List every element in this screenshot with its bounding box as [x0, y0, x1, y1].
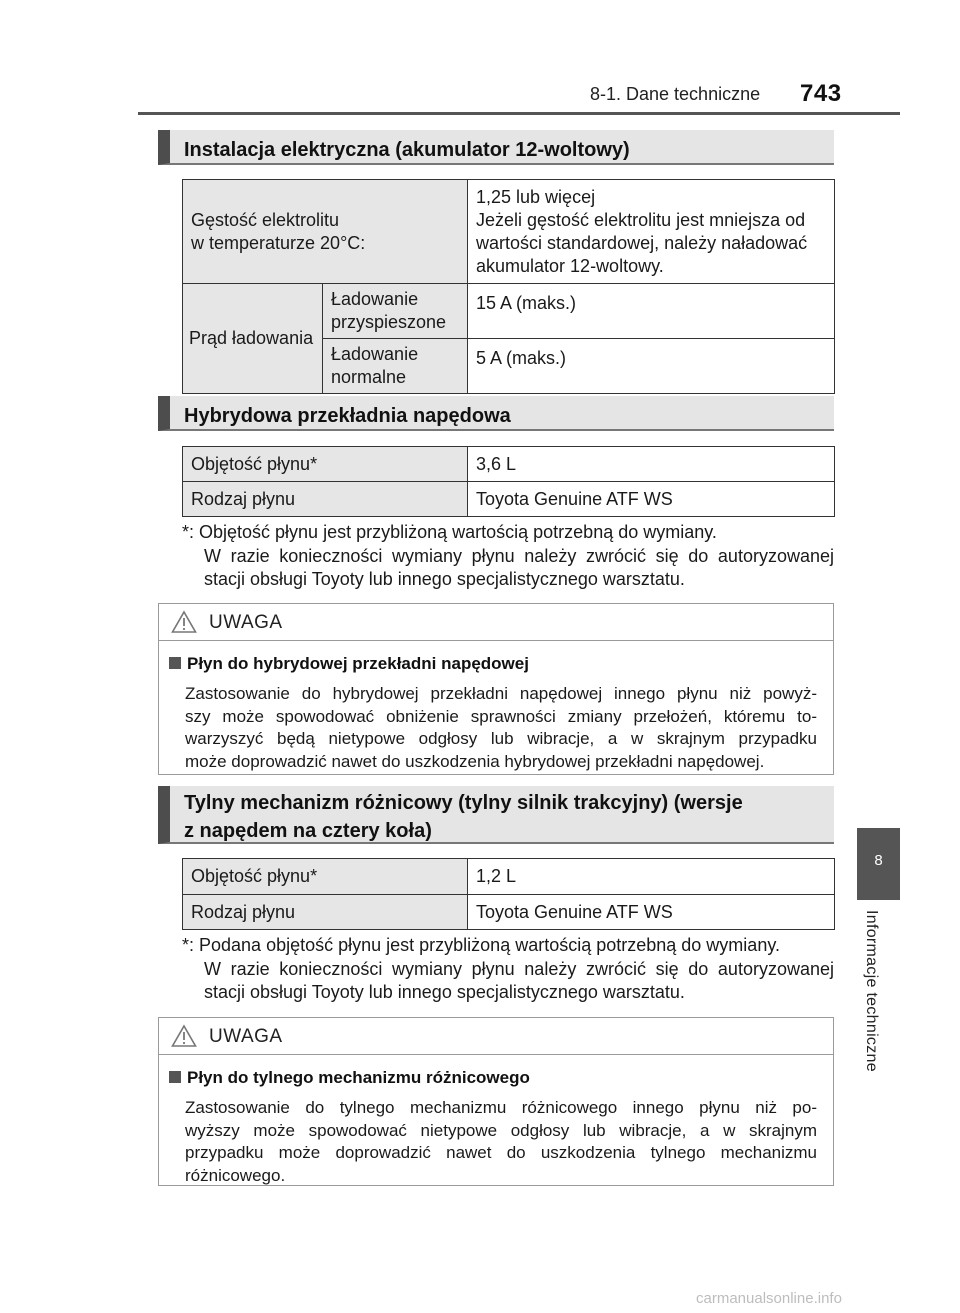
- caution-title: UWAGA: [209, 1026, 283, 1047]
- section-heading-transmission: [158, 396, 834, 431]
- warning-triangle-icon: [171, 1024, 197, 1048]
- chapter-number: 8: [874, 852, 883, 869]
- caution-line: wyższy może spowodować nietypowe odgłosy lub wibracje, a w skrajnym: [185, 1120, 817, 1140]
- caution-body: [159, 1055, 833, 1199]
- caution-header: [159, 1018, 833, 1055]
- normal-label-line: Ładowanie: [331, 344, 419, 364]
- fluid-volume-value: 1,2 L: [468, 859, 835, 895]
- caution-line: szy może spowodować obniżenie sprawności zmiany przełożeń, któremu to-: [185, 706, 817, 726]
- electrical-spec-table: [182, 179, 835, 394]
- square-bullet-icon: [169, 1071, 181, 1083]
- fluid-type-label: Rodzaj płynu: [183, 482, 468, 517]
- table-row: [183, 447, 835, 482]
- caution-box: [158, 603, 834, 775]
- caution-box: [158, 1017, 834, 1186]
- normal-charging-label: [323, 339, 468, 394]
- caution-line: Zastosowanie do tylnego mechanizmu różnicowego innego płynu niż po-: [185, 1098, 817, 1117]
- fluid-volume-value: 3,6 L: [468, 447, 835, 482]
- caution-subtitle: [169, 653, 817, 675]
- section-title: 8-1. Dane techniczne: [590, 84, 761, 104]
- fast-label-line: przyspieszone: [331, 312, 447, 332]
- caution-line: Zastosowanie do hybrydowej przekładni napędowej innego płynu niż powyż-: [185, 684, 817, 703]
- square-bullet-icon: [169, 657, 181, 669]
- footnote-line: stacji obsługi Toyoty lub innego specjalistycznego warsztatu.: [204, 569, 685, 589]
- fluid-type-value: Toyota Genuine ATF WS: [468, 482, 835, 517]
- section-heading-text: Instalacja elektryczna (akumulator 12-woltowy): [184, 139, 630, 161]
- density-label-line: w temperaturze 20°C:: [191, 232, 366, 253]
- density-value-cell: [468, 180, 835, 284]
- caution-header: [159, 604, 833, 641]
- page-number: 743: [800, 80, 842, 107]
- section-heading-text: Tylny mechanizm różnicowy (tylny silnik trakcyjny) (wersje: [184, 792, 743, 814]
- caution-line: warzyszyć będą nietypowe odgłosy lub wibracje, a w skrajnym przypadku: [185, 729, 817, 748]
- normal-label-line: normalne: [331, 367, 407, 387]
- chapter-label-text: Informacje techniczne: [863, 910, 880, 1072]
- rear-differential-spec-table: [182, 858, 835, 930]
- density-label-cell: [183, 180, 468, 284]
- density-label-line: Gęstość elektrolitu: [191, 209, 340, 230]
- header-rule: [138, 112, 900, 115]
- section-heading-rear-differential: [158, 786, 834, 844]
- caution-line: różnicowego.: [185, 1165, 286, 1185]
- footnote-line: *: Objętość płynu jest przybliżoną wartością potrzebną do wymiany.: [182, 522, 717, 542]
- footnote-line: stacji obsługi Toyoty lub innego specjalistycznego warsztatu.: [204, 982, 685, 1002]
- table-row: [183, 895, 835, 930]
- section-heading-text: z napędem na cztery koła): [184, 820, 432, 842]
- fluid-type-value: Toyota Genuine ATF WS: [468, 895, 835, 930]
- density-value-line: Jeżeli gęstość elektrolitu jest mniejsza od: [476, 209, 806, 230]
- fluid-type-label: Rodzaj płynu: [183, 895, 468, 930]
- transmission-spec-table: [182, 446, 835, 517]
- footnote: [182, 934, 834, 1005]
- caution-line: przypadku może doprowadzić nawet do uszkodzenia tylnego mechanizmu: [185, 1143, 817, 1162]
- table-row: [183, 180, 835, 284]
- normal-charging-value: 5 A (maks.): [468, 339, 835, 394]
- watermark: carmanualsonline.info: [696, 1290, 842, 1307]
- footnote-line: *: Podana objętość płynu jest przybliżoną wartością potrzebną do wymiany.: [182, 935, 780, 955]
- footnote: [182, 521, 834, 592]
- density-value-line: wartości standardowej, należy naładować: [476, 232, 808, 253]
- caution-text: [169, 683, 817, 773]
- caution-body: [159, 641, 833, 785]
- section-heading-electrical: [158, 130, 834, 165]
- caution-title: UWAGA: [209, 612, 283, 633]
- caution-text: [169, 1097, 817, 1187]
- charging-current-label: Prąd ładowania: [183, 284, 323, 394]
- fast-label-line: Ładowanie: [331, 289, 419, 309]
- caution-subtitle-text: Płyn do tylnego mechanizmu różnicowego: [187, 1068, 530, 1087]
- fluid-volume-label: Objętość płynu*: [183, 447, 468, 482]
- caution-subtitle-text: Płyn do hybrydowej przekładni napędowej: [187, 654, 529, 673]
- section-heading-text: Hybrydowa przekładnia napędowa: [184, 405, 511, 427]
- warning-triangle-icon: [171, 610, 197, 634]
- fast-charging-label: [323, 284, 468, 339]
- table-row: [183, 482, 835, 517]
- fast-charging-value: 15 A (maks.): [468, 284, 835, 339]
- density-value-line: 1,25 lub więcej: [476, 186, 596, 207]
- footnote-line: W razie konieczności wymiany płynu należy zwrócić się do autoryzowanej: [204, 545, 834, 566]
- chapter-label: [862, 910, 892, 1140]
- density-value-line: akumulator 12-woltowy.: [476, 255, 664, 276]
- fluid-volume-label: Objętość płynu*: [183, 859, 468, 895]
- footnote-line: W razie konieczności wymiany płynu należy zwrócić się do autoryzowanej: [204, 958, 834, 979]
- table-row: [183, 284, 835, 339]
- caution-line: może doprowadzić nawet do uszkodzenia hybrydowej przekładni napędowej.: [185, 751, 765, 771]
- table-row: [183, 859, 835, 895]
- caution-subtitle: [169, 1067, 817, 1089]
